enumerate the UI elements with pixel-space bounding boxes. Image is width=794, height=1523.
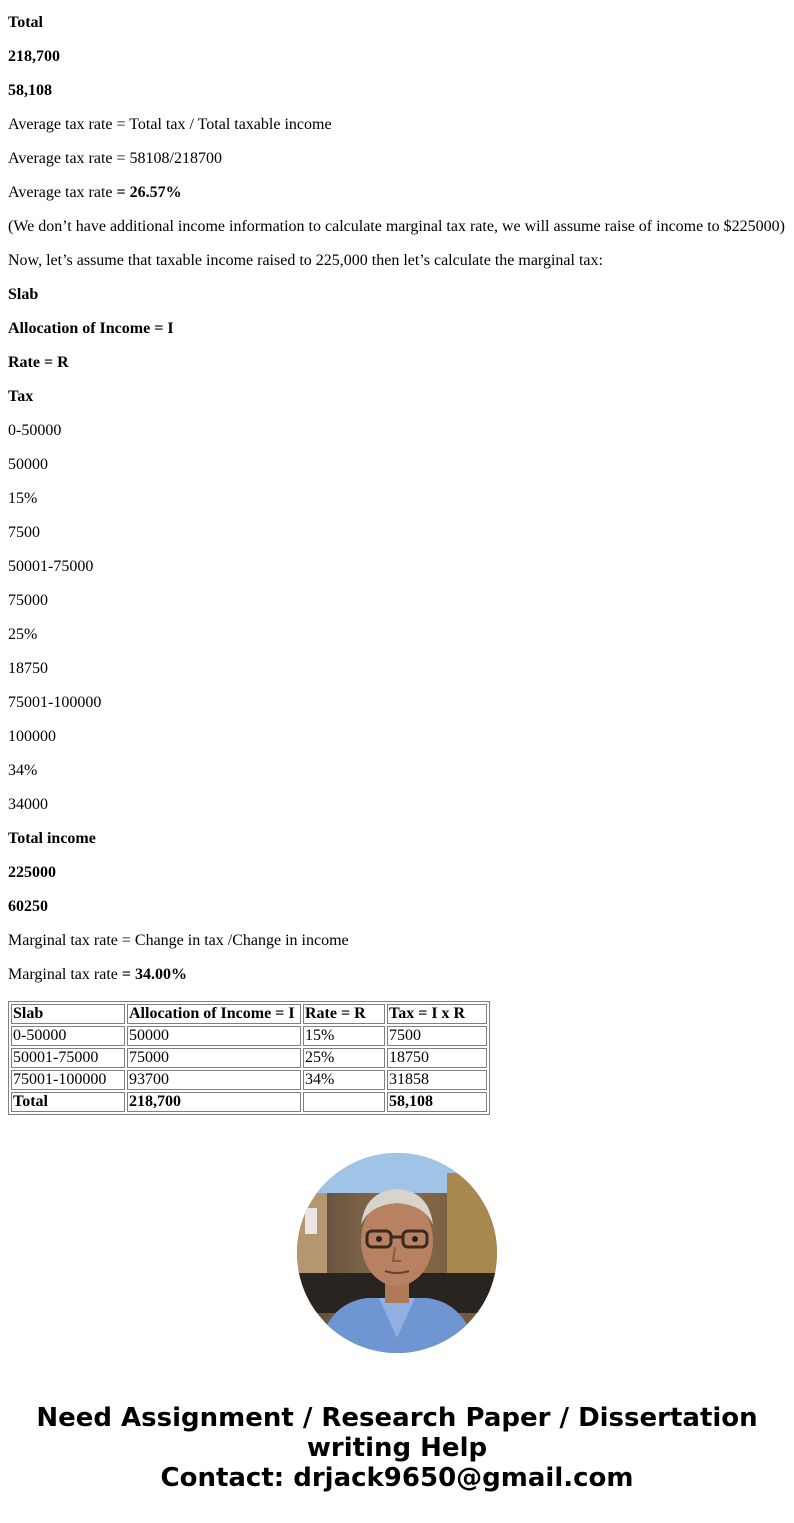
promo-line-1: Need Assignment / Research Paper / Dissertation bbox=[36, 1403, 758, 1433]
table-row bbox=[11, 1048, 487, 1068]
table-total-cell: 218,700 bbox=[127, 1092, 301, 1112]
row3-rate: 34% bbox=[8, 762, 38, 779]
table-row bbox=[11, 1026, 487, 1046]
table-cell: 50001-75000 bbox=[11, 1048, 125, 1068]
table-cell: 25% bbox=[303, 1048, 385, 1068]
author-photo bbox=[297, 1153, 497, 1353]
row3-slab: 75001-100000 bbox=[8, 694, 102, 711]
row2-tax: 18750 bbox=[8, 660, 48, 677]
avg-formula: Average tax rate = Total tax / Total taxable income bbox=[8, 116, 332, 133]
row1-slab: 0-50000 bbox=[8, 422, 62, 439]
row2-rate: 25% bbox=[8, 626, 38, 643]
total-income-2: 225000 bbox=[8, 864, 56, 881]
promo-banner bbox=[0, 1403, 794, 1493]
table-cell: 31858 bbox=[387, 1070, 487, 1090]
table-cell: 0-50000 bbox=[11, 1026, 125, 1046]
table-header-cell: Allocation of Income = I bbox=[127, 1004, 301, 1024]
total-tax-value: 58,108 bbox=[8, 82, 52, 99]
promo-line-2: writing Help bbox=[306, 1433, 488, 1463]
total-income-value: 218,700 bbox=[8, 48, 60, 65]
table-cell: 18750 bbox=[387, 1048, 487, 1068]
heading-tax: Tax bbox=[8, 388, 34, 405]
row1-tax: 7500 bbox=[8, 524, 40, 541]
document-body bbox=[8, 0, 794, 986]
table-cell: 75001-100000 bbox=[11, 1070, 125, 1090]
heading-allocation: Allocation of Income = I bbox=[8, 320, 174, 337]
heading-rate: Rate = R bbox=[8, 354, 69, 371]
note-text: (We don’t have additional income information to calculate marginal tax rate, we will assume raise of income to $225000) bbox=[8, 218, 785, 235]
row2-slab: 50001-75000 bbox=[8, 558, 94, 575]
row1-rate: 15% bbox=[8, 490, 38, 507]
table-cell: 15% bbox=[303, 1026, 385, 1046]
row2-allocation: 75000 bbox=[8, 592, 48, 609]
row3-allocation: 100000 bbox=[8, 728, 56, 745]
table-row bbox=[11, 1070, 487, 1090]
row3-tax: 34000 bbox=[8, 796, 48, 813]
heading-slab: Slab bbox=[8, 286, 39, 303]
avg-result-prefix: Average tax rate bbox=[8, 184, 117, 201]
marginal-formula: Marginal tax rate = Change in tax /Change in income bbox=[8, 932, 349, 949]
table-cell: 50000 bbox=[127, 1026, 301, 1046]
marginal-prefix: Marginal tax rate bbox=[8, 966, 122, 983]
table-cell: 7500 bbox=[387, 1026, 487, 1046]
avg-calc: Average tax rate = 58108/218700 bbox=[8, 150, 222, 167]
total-label: Total bbox=[8, 14, 43, 31]
marginal-value: = 34.00% bbox=[121, 966, 188, 983]
author-photo-illustration bbox=[297, 1153, 497, 1353]
table-total-row bbox=[11, 1092, 487, 1112]
promo-contact: Contact: drjack9650@gmail.com bbox=[160, 1463, 634, 1493]
assume-text: Now, let’s assume that taxable income raised to 225,000 then let’s calculate the marginal tax: bbox=[8, 252, 603, 269]
table-header-cell: Slab bbox=[11, 1004, 125, 1024]
avg-result-value: = 26.57% bbox=[116, 184, 182, 201]
table-header-row bbox=[11, 1004, 487, 1024]
row1-allocation: 50000 bbox=[8, 456, 48, 473]
tax-table bbox=[8, 1001, 490, 1115]
table-cell: 75000 bbox=[127, 1048, 301, 1068]
table-cell: 34% bbox=[303, 1070, 385, 1090]
table-total-cell: Total bbox=[11, 1092, 125, 1112]
avg-result bbox=[8, 170, 794, 204]
marginal-result bbox=[8, 952, 794, 986]
table-cell: 93700 bbox=[127, 1070, 301, 1090]
table-total-cell bbox=[303, 1092, 385, 1112]
table-header-cell: Rate = R bbox=[303, 1004, 385, 1024]
table-header-cell: Tax = I x R bbox=[387, 1004, 487, 1024]
total-tax-2: 60250 bbox=[8, 898, 48, 915]
total-income-label: Total income bbox=[8, 830, 96, 847]
table-total-cell: 58,108 bbox=[387, 1092, 487, 1112]
